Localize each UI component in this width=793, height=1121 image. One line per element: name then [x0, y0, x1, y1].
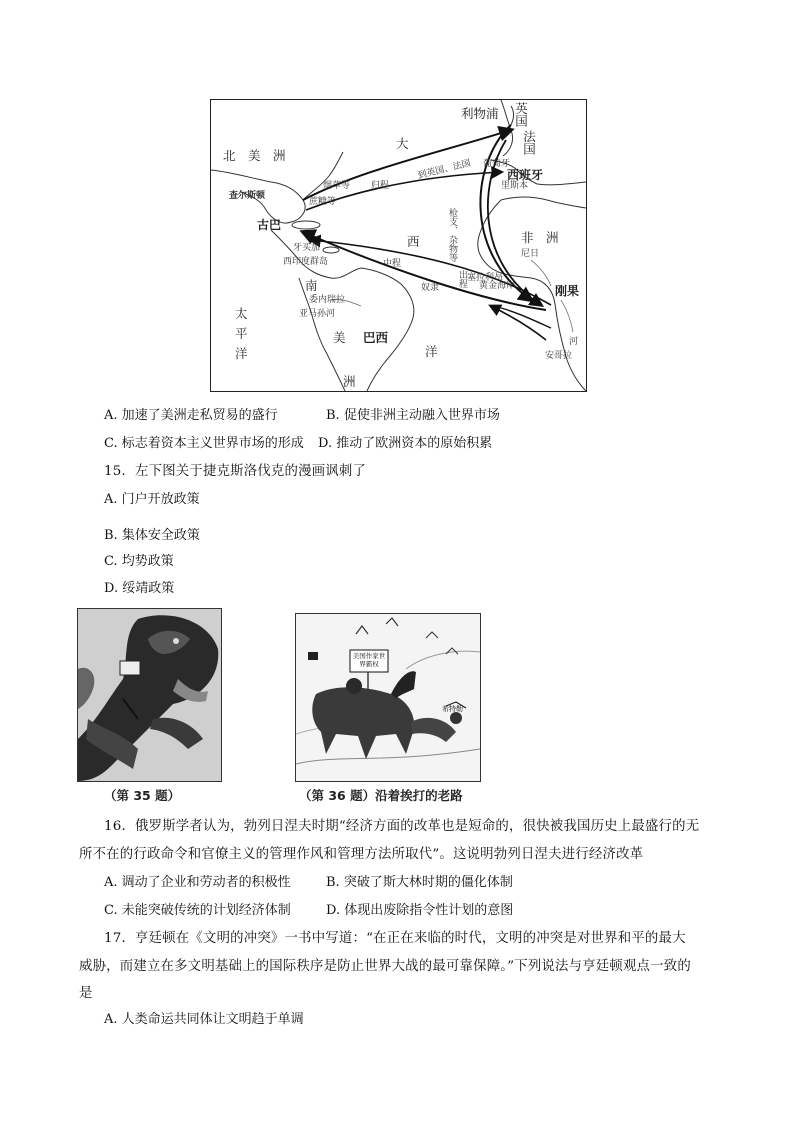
q14-option-b[interactable]: B. 促使非洲主动融入世界市场 [326, 408, 500, 423]
label-south-zhou: 洲 [343, 374, 356, 389]
label-west-indies: 西印度群岛 [283, 257, 329, 267]
label-outbound: 出程 [457, 270, 467, 288]
label-brazil: 巴西 [363, 330, 389, 345]
label-portugal: 葡萄牙 [483, 159, 511, 169]
label-spain: 西班牙 [507, 168, 544, 182]
q16-option-a[interactable]: A. 调动了企业和劳动者的积极性 [104, 875, 291, 890]
label-atlantic-yang: 洋 [425, 344, 438, 359]
q17-option-a[interactable]: A. 人类命运共同体让文明趋于单调 [104, 1012, 304, 1027]
q15-option-d[interactable]: D. 绥靖政策 [104, 581, 175, 596]
label-niger: 尼日 [521, 249, 540, 259]
q17-stem-line3: 是 [79, 986, 93, 1001]
cartoon-36-sign: 美国作家世界霸权 [352, 652, 386, 668]
label-africa: 非 洲 [521, 230, 559, 245]
label-south-nan: 南 [305, 278, 318, 293]
q14-option-d[interactable]: D. 推动了欧洲资本的原始积累 [318, 436, 493, 451]
label-cuba: 古巴 [257, 218, 282, 232]
cartoon-35-image [77, 608, 222, 782]
cartoon-36-image [295, 613, 481, 782]
label-atlantic-xi: 西 [407, 234, 420, 249]
label-france: 法国 [521, 130, 537, 155]
label-gold-coast: 黄金海岸 [479, 281, 516, 291]
label-jamaica: 牙买加 [293, 243, 321, 253]
q16-stem-line2: 所不在的行政命令和官僚主义的管理作风和管理方法所取代”。这说明勃列日涅夫进行经济改革 [79, 847, 644, 862]
q15-option-a[interactable]: A. 门户开放政策 [104, 492, 200, 507]
label-venezuela: 委内瑞拉 [309, 295, 346, 305]
label-charleston: 查尔斯顿 [229, 191, 266, 201]
label-middle-passage: 中程 [383, 259, 402, 269]
q17-stem-line1: 17．亨廷顿在《文明的冲突》一书中写道：“在正在来临的时代，文明的冲突是对世界和平的最大 [104, 931, 686, 946]
q16-option-c[interactable]: C. 未能突破传统的计划经济体制 [104, 903, 291, 918]
label-pacific-yang: 洋 [235, 346, 248, 361]
label-north-america: 北 美 洲 [223, 148, 286, 163]
label-guns: 枪支、杂物等 [447, 208, 457, 262]
label-liverpool: 利物浦 [461, 106, 499, 121]
label-sierra-leone: 塞拉利昂 [467, 273, 504, 283]
label-lisbon: 里斯本 [501, 181, 529, 191]
q16-stem-line1: 16．俄罗斯学者认为，勃列日涅夫时期“经济方面的改革也是短命的，很快被我国历史上最盛行的无 [104, 819, 700, 834]
label-atlantic-da: 大 [396, 136, 409, 151]
cartoon-36-dog-label: 希特勒 [442, 705, 463, 713]
label-sugar: 蔗糖等 [309, 197, 337, 207]
q15-option-b[interactable]: B. 集体安全政策 [104, 528, 200, 543]
cartoon-35-drawing [78, 609, 221, 781]
triangle-trade-map [210, 99, 587, 392]
q14-option-a[interactable]: A. 加速了美洲走私贸易的盛行 [104, 408, 278, 423]
label-congo-river: 河 [569, 337, 579, 347]
q14-option-c[interactable]: C. 标志着资本主义世界市场的形成 [104, 436, 304, 451]
label-tobacco: 烟草等 [323, 181, 351, 191]
label-angola: 安哥拉 [545, 351, 573, 361]
label-to-europe: 到英国、法国 [416, 158, 472, 182]
cartoon-36-caption: （第 36 题）沿着挨打的老路 [299, 788, 463, 803]
q15-stem: 15．左下图关于捷克斯洛伐克的漫画讽刺了 [104, 464, 367, 479]
q16-option-b[interactable]: B. 突破了斯大林时期的僵化体制 [326, 875, 513, 890]
label-congo: 刚果 [555, 284, 580, 298]
label-return-trip: 归程 [371, 181, 390, 191]
cartoon-36-drawing [296, 614, 480, 781]
label-pacific-ping: 平 [235, 326, 248, 341]
label-amazon: 亚马孙河 [299, 309, 336, 319]
label-britain: 英国 [513, 102, 529, 127]
q16-option-d[interactable]: D. 体现出废除指令性计划的意图 [326, 903, 514, 918]
cartoon-35-caption: （第 35 题） [104, 788, 181, 803]
q17-stem-line2: 威胁，而建立在多文明基础上的国际秩序是防止世界大战的最可靠保障。”下列说法与亨廷顿观点一致的 [79, 959, 691, 974]
label-slaves: 奴隶 [421, 283, 440, 293]
label-pacific-tai: 太 [235, 306, 248, 321]
label-south-mei: 美 [333, 330, 346, 345]
q15-option-c[interactable]: C. 均势政策 [104, 554, 174, 569]
